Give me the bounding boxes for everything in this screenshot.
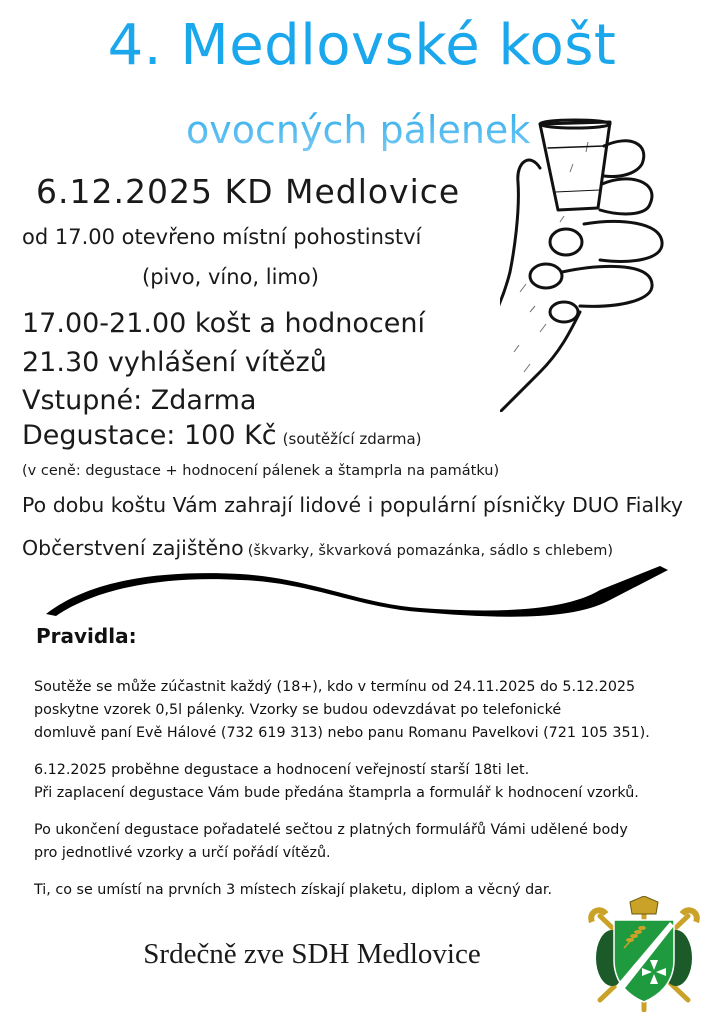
poster-subtitle: ovocných pálenek <box>186 104 530 156</box>
hand-holding-shot-glass-icon <box>500 112 724 412</box>
rules-paragraph-1 <box>34 676 714 745</box>
decorative-wave-icon <box>0 560 724 620</box>
rules-paragraph-3 <box>34 819 714 865</box>
refreshments-label: Občerstvení zajištěno <box>22 536 244 560</box>
rules-paragraph-2 <box>34 759 714 805</box>
opening-time: od 17.00 otevřeno místní pohostinství <box>22 225 422 249</box>
rules-line: Soutěže se může zúčastnit každý (18+), kdo v termínu od 24.11.2025 do 5.12.2025 <box>34 679 636 695</box>
tasting-fee-note: (soutěžící zdarma) <box>282 430 422 448</box>
drinks-list: (pivo, víno, limo) <box>142 265 319 289</box>
tasting-fee-label: Degustace: 100 Kč <box>22 420 277 451</box>
rules-line: Po ukončení degustace pořadatelé sečtou z platných formulářů Vámi udělené body <box>34 822 628 838</box>
rules-line: pro jednotlivé vzorky a určí pořádí vítězů. <box>34 845 331 861</box>
rules-line: Při zaplacení degustace Vám bude předána štamprla a formulář k hodnocení vzorků. <box>34 785 639 801</box>
poster-title: 4. Medlovské košt <box>107 13 617 78</box>
rules-line: Ti, co se umístí na prvních 3 místech získají plaketu, diplom a věcný dar. <box>34 882 553 898</box>
tasting-time: 17.00-21.00 košt a hodnocení <box>22 308 425 339</box>
event-date-place: 6.12.2025 KD Medlovice <box>36 172 461 211</box>
footer-invitation: Srdečně zve SDH Medlovice <box>143 938 481 970</box>
rules-line: poskytne vzorek 0,5l pálenky. Vzorky se budou odevzdávat po telefonické <box>34 702 562 718</box>
winners-announcement: 21.30 vyhlášení vítězů <box>22 347 327 378</box>
sdh-medlovice-crest-icon <box>586 896 702 1012</box>
price-includes-note: (v ceně: degustace + hodnocení pálenek a štamprla na památku) <box>22 463 500 479</box>
refreshments-note: (škvarky, škvarková pomazánka, sádlo s chlebem) <box>247 543 613 559</box>
tasting-fee <box>22 418 422 457</box>
music-info: Po dobu koštu Vám zahrají lidové i populární písničky DUO Fialky <box>22 493 683 517</box>
rules-heading: Pravidla: <box>36 624 137 648</box>
rules-line: 6.12.2025 proběhne degustace a hodnocení veřejností starší 18ti let. <box>34 762 530 778</box>
rules-body <box>34 676 714 916</box>
entry-fee: Vstupné: Zdarma <box>22 385 257 416</box>
rules-line: domluvě paní Evě Hálové (732 619 313) nebo panu Romanu Pavelkovi (721 105 351). <box>34 725 650 741</box>
